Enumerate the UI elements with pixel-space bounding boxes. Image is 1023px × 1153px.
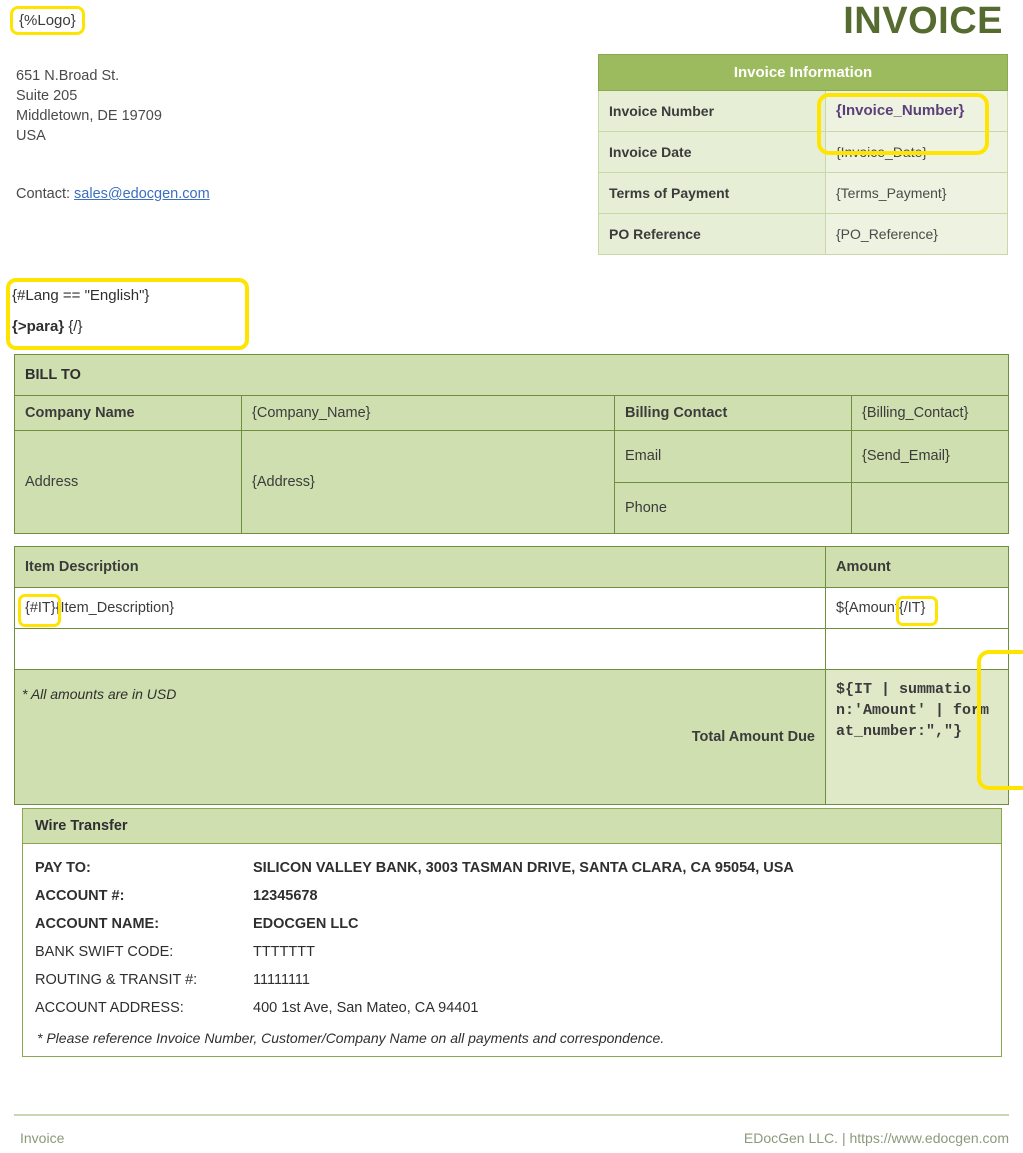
sender-address-line-2: Suite 205 xyxy=(16,88,78,104)
po-reference-value: {PO_Reference} xyxy=(826,214,1008,255)
item-description-cell xyxy=(15,588,826,629)
company-name-value: {Company_Name} xyxy=(242,396,615,431)
table-row xyxy=(35,938,989,966)
language-condition-open: {#Lang == "English"} xyxy=(12,287,150,304)
swift-code-value: TTTTTTT xyxy=(253,944,316,960)
bill-to-table xyxy=(14,354,1009,534)
para-token: {>para} xyxy=(12,318,65,335)
total-amount-due-label: Total Amount Due xyxy=(15,670,826,805)
amount-token: ${Amount xyxy=(836,600,899,616)
address-value: {Address} xyxy=(242,431,615,534)
terms-of-payment-label: Terms of Payment xyxy=(599,173,826,214)
account-number-label: ACCOUNT #: xyxy=(35,888,125,904)
terms-of-payment-value: {Terms_Payment} xyxy=(826,173,1008,214)
bill-to-header-row xyxy=(15,355,1009,396)
email-value: {Send_Email} xyxy=(852,431,1009,483)
total-amount-due-value: ${IT | summation:'Amount' | format_number:","} xyxy=(826,670,1009,805)
sender-contact xyxy=(16,186,210,202)
amount-header: Amount xyxy=(826,547,1009,588)
company-name-label: Company Name xyxy=(15,396,242,431)
wire-transfer-header: Wire Transfer xyxy=(23,809,1001,844)
footer-left-text: Invoice xyxy=(20,1130,65,1146)
item-description-cell-empty xyxy=(15,629,826,670)
address-label: Address xyxy=(15,431,242,534)
table-row xyxy=(599,214,1008,255)
wire-transfer-body xyxy=(23,844,1001,1056)
routing-transit-value: 11111111 xyxy=(253,972,310,988)
page-title: INVOICE xyxy=(843,0,1003,42)
pay-to-value: SILICON VALLEY BANK, 3003 TASMAN DRIVE, SANTA CLARA, CA 95054, USA xyxy=(253,860,794,876)
sender-address-line-1: 651 N.Broad St. xyxy=(16,68,120,84)
invoice-date-value: {Invoice_Date} xyxy=(826,132,1008,173)
invoice-information-header: Invoice Information xyxy=(599,55,1008,91)
table-row xyxy=(599,173,1008,214)
invoice-number-value xyxy=(826,91,1008,132)
account-name-label: ACCOUNT NAME: xyxy=(35,916,160,932)
logo-placeholder-token: {%Logo} xyxy=(10,6,85,35)
account-address-value: 400 1st Ave, San Mateo, CA 94401 xyxy=(253,1000,479,1016)
table-row xyxy=(35,854,989,882)
footer-divider xyxy=(14,1114,1009,1116)
table-row xyxy=(35,882,989,910)
invoice-information-header-row xyxy=(599,55,1008,91)
contact-email-link[interactable]: sales@edocgen.com xyxy=(74,186,210,202)
billing-contact-label: Billing Contact xyxy=(615,396,852,431)
item-description-header: Item Description xyxy=(15,547,826,588)
account-number-value: 12345678 xyxy=(253,888,318,904)
language-condition-body xyxy=(12,318,82,335)
item-amount-cell xyxy=(826,588,1009,629)
usd-note: * All amounts are in USD xyxy=(22,686,177,702)
items-header-row xyxy=(15,547,1009,588)
footer-right-text: EDocGen LLC. | https://www.edocgen.com xyxy=(743,1130,1009,1146)
table-row xyxy=(35,966,989,994)
wire-transfer-table xyxy=(35,854,989,1022)
table-row xyxy=(15,431,1009,483)
po-reference-label: PO Reference xyxy=(599,214,826,255)
items-table xyxy=(14,546,1009,805)
swift-code-label: BANK SWIFT CODE: xyxy=(35,944,174,960)
item-loop-open-token: {#IT} xyxy=(25,600,56,616)
wire-transfer-note: * Please reference Invoice Number, Customer/Company Name on all payments and correspondence. xyxy=(37,1030,665,1046)
email-label: Email xyxy=(615,431,852,483)
table-row xyxy=(599,132,1008,173)
account-address-label: ACCOUNT ADDRESS: xyxy=(35,1000,184,1016)
phone-value xyxy=(852,482,1009,534)
phone-label: Phone xyxy=(615,482,852,534)
routing-transit-label: ROUTING & TRANSIT #: xyxy=(35,972,198,988)
contact-label: Contact: xyxy=(16,186,70,202)
invoice-number-token: {Invoice_Number} xyxy=(836,102,965,119)
table-row xyxy=(599,91,1008,132)
table-row xyxy=(15,588,1009,629)
bill-to-header: BILL TO xyxy=(15,355,1009,396)
pay-to-label: PAY TO: xyxy=(35,860,91,876)
item-amount-cell-empty xyxy=(826,629,1009,670)
billing-contact-value: {Billing_Contact} xyxy=(852,396,1009,431)
wire-transfer-panel xyxy=(22,808,1002,1057)
table-row xyxy=(15,396,1009,431)
invoice-information-table xyxy=(598,54,1008,255)
sender-address-line-3: Middletown, DE 19709 xyxy=(16,108,162,124)
condition-close-token: {/} xyxy=(68,318,83,335)
table-row xyxy=(35,910,989,938)
invoice-number-label: Invoice Number xyxy=(599,91,826,132)
item-description-token: {Item_Description} xyxy=(55,600,175,616)
account-name-value: EDOCGEN LLC xyxy=(253,916,359,932)
document-header xyxy=(0,0,1023,46)
item-loop-close-token: {/IT} xyxy=(898,600,926,616)
sender-address xyxy=(16,66,162,146)
sender-address-line-4: USA xyxy=(16,128,46,144)
table-row xyxy=(35,994,989,1022)
table-row xyxy=(15,629,1009,670)
invoice-date-label: Invoice Date xyxy=(599,132,826,173)
